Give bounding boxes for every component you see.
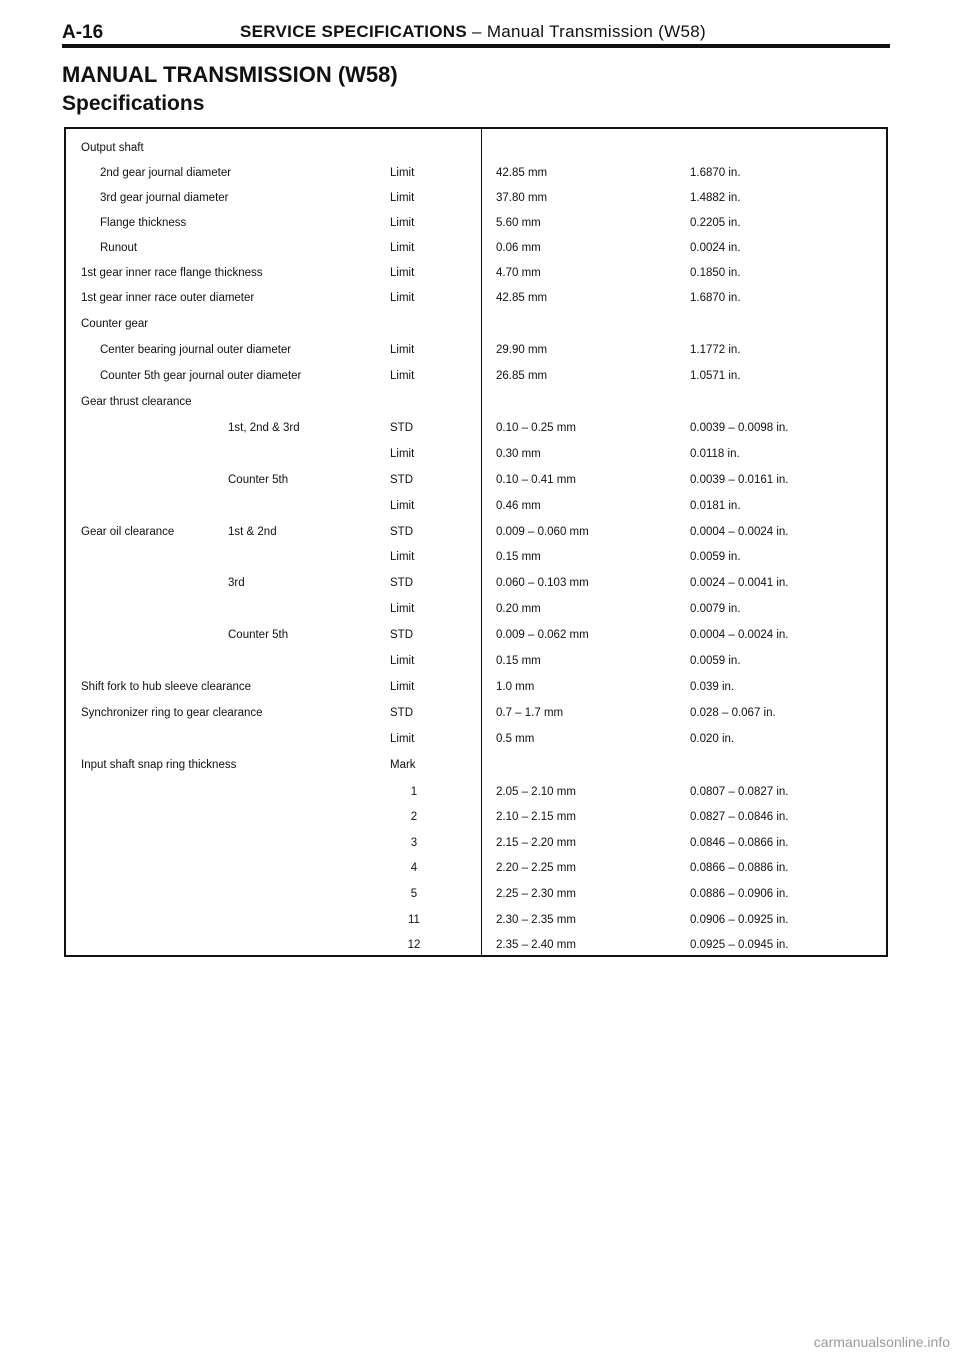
row-inch-value: 0.0024 – 0.0041 in.: [690, 577, 789, 589]
row-type: STD: [390, 707, 413, 719]
table-row: [64, 702, 888, 724]
row-inch-value: 0.1850 in.: [690, 267, 741, 279]
row-inch-value: 0.0925 – 0.0945 in.: [690, 939, 789, 951]
row-inch-value: 0.0004 – 0.0024 in.: [690, 629, 789, 641]
row-type: STD: [390, 629, 413, 641]
table-row: [64, 365, 888, 387]
row-type: Limit: [390, 655, 415, 667]
row-metric-value: 2.15 – 2.20 mm: [496, 837, 576, 849]
row-label: 3rd gear journal diameter: [100, 192, 229, 204]
table-row: [64, 546, 888, 568]
row-inch-value: 0.0039 – 0.0161 in.: [690, 474, 789, 486]
row-type: 2: [410, 811, 418, 823]
row-sub-label: 1st & 2nd: [228, 526, 277, 538]
row-inch-value: 0.0827 – 0.0846 in.: [690, 811, 789, 823]
table-row: [64, 650, 888, 672]
row-metric-value: 37.80 mm: [496, 192, 548, 204]
row-inch-value: 0.0807 – 0.0827 in.: [690, 786, 789, 798]
row-type: Limit: [390, 217, 415, 229]
row-metric-value: 0.15 mm: [496, 655, 541, 667]
row-sub-label: 3rd: [228, 577, 245, 589]
page-number: A-16: [62, 22, 104, 43]
header-title-main: SERVICE SPECIFICATIONS: [240, 22, 468, 41]
row-inch-value: 1.6870 in.: [690, 167, 741, 179]
subsection-title: Specifications: [62, 92, 205, 115]
row-metric-value: 0.7 – 1.7 mm: [496, 707, 564, 719]
row-metric-value: 2.05 – 2.10 mm: [496, 786, 576, 798]
row-inch-value: 0.0039 – 0.0098 in.: [690, 422, 789, 434]
row-label: Gear thrust clearance: [81, 396, 192, 408]
row-type: Limit: [390, 344, 415, 356]
row-sub-label: Counter 5th: [228, 629, 289, 641]
row-metric-value: 0.20 mm: [496, 603, 541, 615]
table-row: [64, 443, 888, 465]
row-inch-value: 1.1772 in.: [690, 344, 741, 356]
row-inch-value: 0.0866 – 0.0886 in.: [690, 862, 789, 874]
table-row: [64, 934, 888, 956]
row-type: 4: [410, 862, 418, 874]
row-type: STD: [390, 474, 413, 486]
table-row: [64, 262, 888, 284]
table-row: [64, 495, 888, 517]
row-label: 1st gear inner race outer diameter: [81, 292, 255, 304]
row-label: 2nd gear journal diameter: [100, 167, 232, 179]
table-row: [64, 806, 888, 828]
row-metric-value: 0.46 mm: [496, 500, 541, 512]
row-metric-value: 29.90 mm: [496, 344, 548, 356]
table-row: [64, 909, 888, 931]
table-row: [64, 832, 888, 854]
row-inch-value: 0.0024 in.: [690, 242, 741, 254]
row-metric-value: 1.0 mm: [496, 681, 535, 693]
row-metric-value: 0.15 mm: [496, 551, 541, 563]
row-type: Mark: [390, 759, 416, 771]
row-metric-value: 5.60 mm: [496, 217, 541, 229]
row-type: Limit: [390, 681, 415, 693]
table-row: [64, 598, 888, 620]
row-metric-value: 42.85 mm: [496, 167, 548, 179]
row-type: 5: [410, 888, 418, 900]
table-row: [64, 781, 888, 803]
row-metric-value: 0.10 – 0.25 mm: [496, 422, 576, 434]
table-row: [64, 212, 888, 234]
row-label: Gear oil clearance: [81, 526, 175, 538]
row-metric-value: 42.85 mm: [496, 292, 548, 304]
table-row: [64, 624, 888, 646]
row-metric-value: 0.5 mm: [496, 733, 535, 745]
table-row: [64, 754, 888, 776]
row-type: Limit: [390, 242, 415, 254]
table-row: [64, 339, 888, 361]
row-metric-value: 2.35 – 2.40 mm: [496, 939, 576, 951]
row-label: Output shaft: [81, 142, 144, 154]
row-inch-value: 0.039 in.: [690, 681, 735, 693]
row-inch-value: 0.2205 in.: [690, 217, 741, 229]
row-inch-value: 1.0571 in.: [690, 370, 741, 382]
row-metric-value: 0.06 mm: [496, 242, 541, 254]
table-row: [64, 162, 888, 184]
row-type: 3: [410, 837, 418, 849]
row-type: Limit: [390, 603, 415, 615]
row-metric-value: 0.009 – 0.060 mm: [496, 526, 589, 538]
row-inch-value: 1.6870 in.: [690, 292, 741, 304]
row-metric-value: 2.25 – 2.30 mm: [496, 888, 576, 900]
row-inch-value: 0.0906 – 0.0925 in.: [690, 914, 789, 926]
table-row: [64, 469, 888, 491]
row-label: Shift fork to hub sleeve clearance: [81, 681, 252, 693]
row-inch-value: 0.020 in.: [690, 733, 735, 745]
row-sub-label: Counter 5th: [228, 474, 289, 486]
watermark: carmanualsonline.info: [813, 1334, 950, 1350]
section-title: MANUAL TRANSMISSION (W58): [62, 62, 398, 87]
table-row: [64, 137, 888, 159]
row-metric-value: 4.70 mm: [496, 267, 541, 279]
row-metric-value: 0.009 – 0.062 mm: [496, 629, 589, 641]
row-inch-value: 0.0004 – 0.0024 in.: [690, 526, 789, 538]
row-type: Limit: [390, 500, 415, 512]
row-type: Limit: [390, 551, 415, 563]
table-row: [64, 883, 888, 905]
row-inch-value: 0.0181 in.: [690, 500, 741, 512]
row-type: STD: [390, 577, 413, 589]
row-type: 12: [407, 939, 421, 951]
row-metric-value: 2.10 – 2.15 mm: [496, 811, 576, 823]
row-type: Limit: [390, 167, 415, 179]
table-row: [64, 313, 888, 335]
row-type: Limit: [390, 267, 415, 279]
row-label: 1st gear inner race flange thickness: [81, 267, 263, 279]
row-inch-value: 0.0846 – 0.0866 in.: [690, 837, 789, 849]
row-label: Counter 5th gear journal outer diameter: [100, 370, 302, 382]
table-row: [64, 521, 888, 543]
row-inch-value: 0.028 – 0.067 in.: [690, 707, 776, 719]
row-label: Center bearing journal outer diameter: [100, 344, 292, 356]
table-row: [64, 676, 888, 698]
table-row: [64, 417, 888, 439]
row-metric-value: 0.10 – 0.41 mm: [496, 474, 576, 486]
row-type: STD: [390, 526, 413, 538]
table-row: [64, 857, 888, 879]
row-metric-value: 2.20 – 2.25 mm: [496, 862, 576, 874]
row-type: STD: [390, 422, 413, 434]
row-label: Flange thickness: [100, 217, 187, 229]
row-inch-value: 0.0059 in.: [690, 551, 741, 563]
table-row: [64, 187, 888, 209]
row-metric-value: 26.85 mm: [496, 370, 548, 382]
row-type: Limit: [390, 370, 415, 382]
table-row: [64, 728, 888, 750]
page-header: [62, 22, 890, 48]
row-type: 11: [408, 914, 420, 926]
row-inch-value: 0.0886 – 0.0906 in.: [690, 888, 789, 900]
row-label: Counter gear: [81, 318, 149, 330]
row-label: Synchronizer ring to gear clearance: [81, 707, 263, 719]
row-type: Limit: [390, 292, 415, 304]
row-inch-value: 0.0059 in.: [690, 655, 741, 667]
row-metric-value: 0.060 – 0.103 mm: [496, 577, 589, 589]
row-sub-label: 1st, 2nd & 3rd: [228, 422, 300, 434]
row-metric-value: 2.30 – 2.35 mm: [496, 914, 576, 926]
header-title-sub: – Manual Transmission (W58): [467, 22, 706, 41]
row-type: Limit: [390, 192, 415, 204]
row-type: Limit: [390, 733, 415, 745]
row-type: Limit: [390, 448, 415, 460]
table-row: [64, 287, 888, 309]
row-label: Input shaft snap ring thickness: [81, 759, 237, 771]
row-type: 1: [410, 786, 418, 798]
row-inch-value: 0.0118 in.: [690, 448, 740, 460]
row-inch-value: 0.0079 in.: [690, 603, 741, 615]
row-label: Runout: [100, 242, 138, 254]
header-title: [240, 22, 706, 42]
row-inch-value: 1.4882 in.: [690, 192, 741, 204]
table-row: [64, 237, 888, 259]
table-row: [64, 391, 888, 413]
table-row: [64, 572, 888, 594]
row-metric-value: 0.30 mm: [496, 448, 541, 460]
